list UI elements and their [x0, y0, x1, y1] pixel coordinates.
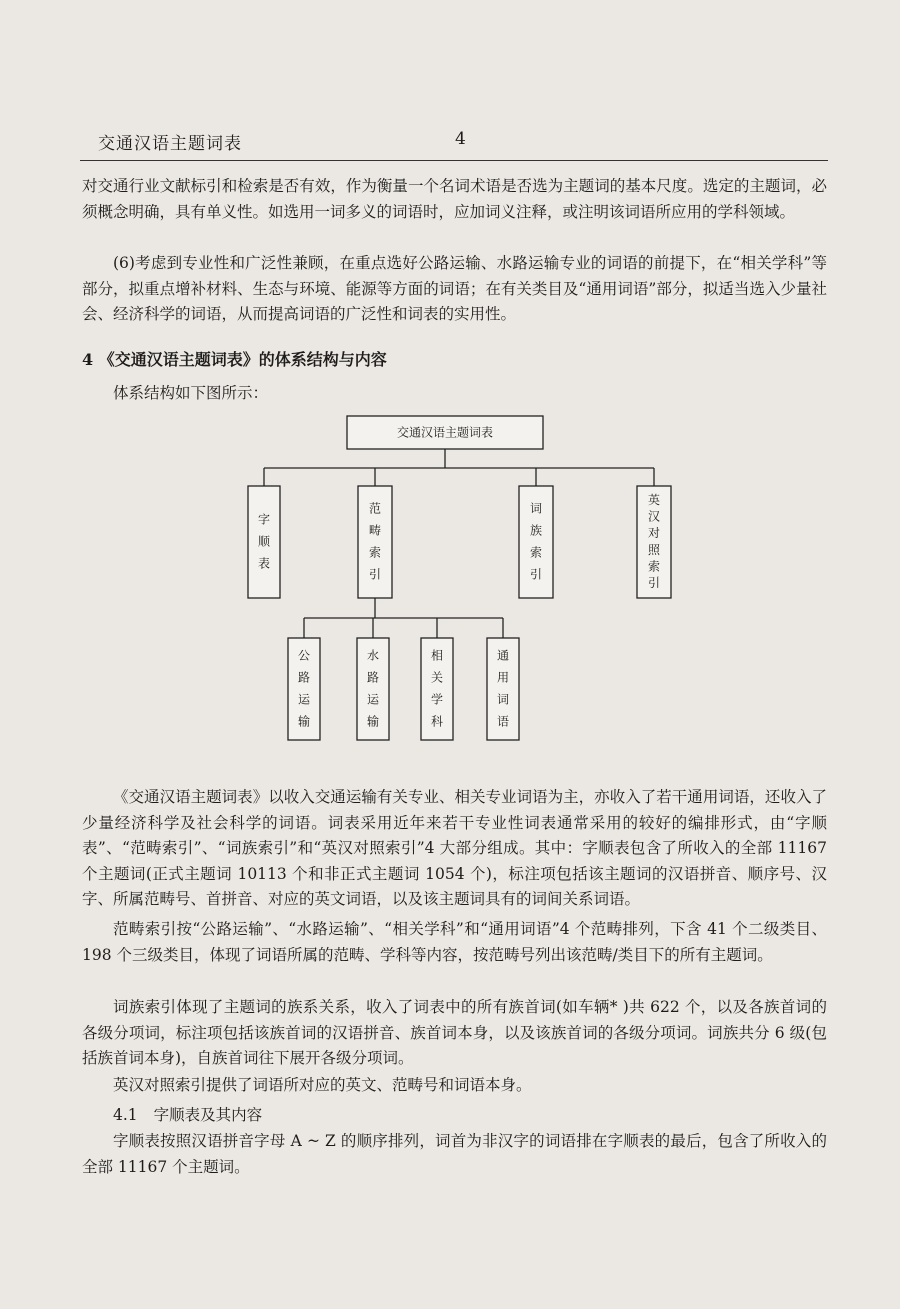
box-label-char: 索	[529, 545, 543, 560]
box-label-char: 关	[430, 670, 444, 685]
box-label-char: 路	[297, 670, 311, 685]
box-label-char: 运	[297, 692, 311, 707]
box-label-char: 顺	[257, 534, 271, 549]
paragraph-overview: 《交通汉语主题词表》以收入交通运输有关专业、相关专业词语为主，亦收入了若干通用词语，还收入了少量经济科学及社会科学的词语。词表采用近年来若干专业性词表通常采用的较好的编排形式，由“字顺表”、“范畴索引”、“词族索引”和“英汉对照索引”4 大部分组成。其中：字顺表包含了所收入的全部 11167 个主题词(正式主题词 10113 个和非正式主题词 1054 个)，标注项包括该主题词的汉语拼音、顺序号、汉字、所属范畴号、首拼音、对应的英文词语，以及该主题词具有的词间关系词语。	[82, 788, 827, 908]
box-label-char: 汉	[647, 509, 661, 524]
box-label-char: 表	[257, 556, 271, 571]
paragraph-category-index: 范畴索引按“公路运输”、“水路运输”、“相关学科”和“通用词语”4 个范畴排列，下含 41 个二级类目、198 个三级类目，体现了词语所属的范畴、学科等内容，按范畴号列出该范畴/类目下的所有主题词。	[82, 920, 827, 964]
box-label-char: 索	[647, 559, 661, 574]
box-label-char: 输	[366, 714, 380, 729]
alphabetical-list-label	[258, 513, 271, 571]
box-label-char: 畴	[368, 523, 382, 538]
box-label-char: 输	[297, 714, 311, 729]
box-label-char: 词	[529, 501, 543, 516]
paragraph-item-6: (6)考虑到专业性和广泛性兼顾，在重点选好公路运输、水路运输专业的词语的前提下，在“相关学科”等部分，拟重点增补材料、生态与环境、能源等方面的词语；在有关类目及“通用词语”部分，拟适当选入少量社会、经济科学的词语，从而提高词语的广泛性和词表的实用性。	[82, 254, 827, 323]
box-label-char: 范	[368, 501, 382, 516]
box-label-char: 词	[496, 692, 510, 707]
box-label-char: 英	[647, 492, 661, 507]
box-label-char: 学	[430, 692, 444, 707]
box-label-char: 语	[496, 714, 510, 729]
paragraph-word-family-index: 词族索引体现了主题词的族系关系，收入了词表中的所有族首词(如车辆* )共 622 个，以及各族首词的各级分项词，标注项包括该族首词的汉语拼音、族首词本身，以及该族首词的各级分项词。词族共分 6 级(包括族首词本身)，自族首词往下展开各级分项词。	[82, 998, 827, 1067]
box-label-char: 字	[257, 512, 271, 527]
box-label-char: 引	[368, 567, 382, 582]
box-label-char: 水	[366, 648, 380, 663]
subsection-title: 字顺表及其内容	[153, 1106, 263, 1124]
structure-intro: 体系结构如下图所示：	[113, 384, 269, 402]
box-label-char: 用	[496, 670, 510, 685]
box-label-char: 引	[529, 567, 543, 582]
subsection-4-1-heading	[113, 1103, 262, 1125]
section-4-heading: 4 《交通汉语主题词表》的体系结构与内容	[82, 350, 387, 369]
box-label-char: 索	[368, 545, 382, 560]
paragraph-alphabetical-list: 字顺表按照汉语拼音字母 A ~ Z 的顺序排列，词首为非汉字的词语排在字顺表的最后，包含了所收入的全部 11167 个主题词。	[82, 1132, 827, 1176]
box-label-char: 科	[430, 714, 444, 729]
box-label-char: 引	[647, 576, 661, 591]
box-label-char: 族	[529, 523, 543, 538]
box-label-char: 路	[366, 670, 380, 685]
box-label-char: 运	[366, 692, 380, 707]
box-label-char: 通	[496, 648, 510, 663]
box-label-char: 相	[430, 648, 444, 663]
box-label-char: 对	[647, 526, 661, 541]
box-label-char: 公	[297, 648, 311, 663]
subsection-number: 4.1	[113, 1106, 138, 1124]
paragraph-criteria: 对交通行业文献标引和检索是否有效，作为衡量一个名词术语是否选为主题词的基本尺度。选定的主题词，必须概念明确，具有单义性。如选用一词多义的词语时，应加词义注释，或注明该词语所应用的学科领域。	[82, 177, 827, 221]
running-header-title: 交通汉语主题词表	[98, 134, 242, 154]
box-label-char: 照	[647, 542, 661, 557]
page-number: 4	[455, 129, 466, 149]
paragraph-english-index: 英汉对照索引提供了词语所对应的英文、范畴号和词语本身。	[113, 1076, 532, 1094]
root-label: 交通汉语主题词表	[396, 425, 494, 440]
